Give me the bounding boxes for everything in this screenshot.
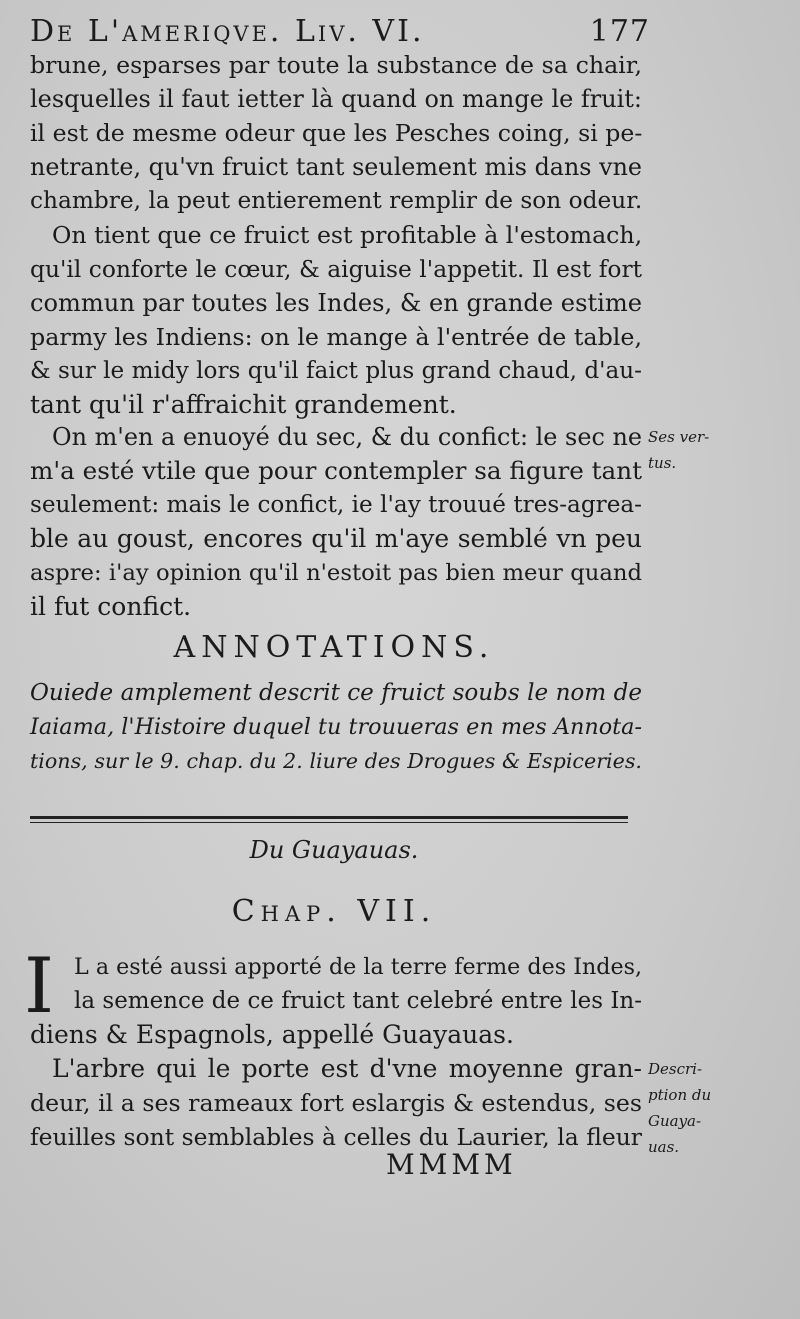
text-line: & sur le midy lors qu'il faict plus grand chaud, d'au- [30, 358, 642, 384]
annotation-line: tions, sur le 9. chap. du 2. liure des Drogues & Espiceries. [30, 749, 642, 773]
margin-note-line: uas. [648, 1138, 680, 1156]
text-line: diens & Espagnols, appellé Guayauas. [30, 1020, 514, 1049]
running-header [30, 14, 650, 50]
text-line: feuilles sont semblables à celles du Laurier, la fleur [30, 1123, 642, 1151]
chapter-subtitle: Du Guayauas. [249, 836, 419, 864]
text-line: m'a esté vtile que pour contempler sa figure tant [30, 456, 642, 485]
margin-note-line: Ses ver- [648, 428, 710, 446]
text-line: netrante, qu'vn fruict tant seulement mis dans vne [30, 153, 642, 181]
margin-note-line: tus. [648, 454, 677, 472]
annotation-line: Ouiede amplement descrit ce fruict soubs le nom de [30, 680, 642, 706]
margin-note-line: ption du [648, 1086, 712, 1104]
text-line: chambre, la peut entierement remplir de son odeur. [30, 187, 643, 214]
text-line: la semence de ce fruict tant celebré entre les In- [74, 988, 642, 1014]
text-line: ble au goust, encores qu'il m'aye semblé vn peu [30, 524, 642, 553]
text-line: brune, esparses par toute la substance de sa chair, [30, 51, 642, 79]
text-line: L a esté aussi apporté de la terre ferme des Indes, [74, 954, 642, 980]
margin-note-line: Guaya- [648, 1112, 702, 1130]
text-line: il est de mesme odeur que les Pesches coing, si pe- [30, 119, 643, 147]
text-line: parmy les Indiens: on le mange à l'entrée de table, [30, 323, 642, 351]
catchword: MMMM [386, 1148, 517, 1181]
text-line: On m'en a enuoyé du sec, & du confict: le sec ne [52, 423, 642, 451]
text-line: On tient que ce fruict est profitable à l'estomach, [52, 221, 643, 249]
text-line: seulement: mais le confict, ie l'ay trouué tres-agrea- [30, 492, 642, 518]
page-number: 177 [589, 14, 650, 49]
drop-cap: I [24, 941, 55, 1030]
text-line: L'arbre qui le porte est d'vne moyenne gran- [52, 1054, 642, 1083]
chapter-heading: Chap. VII. [231, 894, 437, 929]
text-line: qu'il conforte le cœur, & aiguise l'appetit. Il est fort [30, 255, 642, 283]
running-title: De L'ameriqve. Liv. VI. [30, 14, 425, 49]
section-rule [30, 816, 628, 819]
text-line: deur, il a ses rameaux fort eslargis & estendus, ses [30, 1089, 642, 1117]
text-line: lesquelles il faut ietter là quand on mange le fruit: [30, 85, 642, 113]
text-line: il fut confict. [30, 592, 192, 621]
margin-note [648, 424, 788, 476]
text-line: commun par toutes les Indes, & en grande estime [30, 289, 643, 317]
margin-note [648, 1056, 788, 1160]
annotation-line: Iaiama, l'Histoire duquel tu trouueras en mes Annota- [30, 714, 642, 740]
margin-note-line: Descri- [648, 1060, 703, 1078]
text-line: tant qu'il r'affraichit grandement. [30, 390, 457, 419]
annotations-heading: ANNOTATIONS. [173, 630, 495, 665]
section-rule-thin [30, 822, 628, 823]
text-line: aspre: i'ay opinion qu'il n'estoit pas bien meur quand [30, 560, 642, 586]
